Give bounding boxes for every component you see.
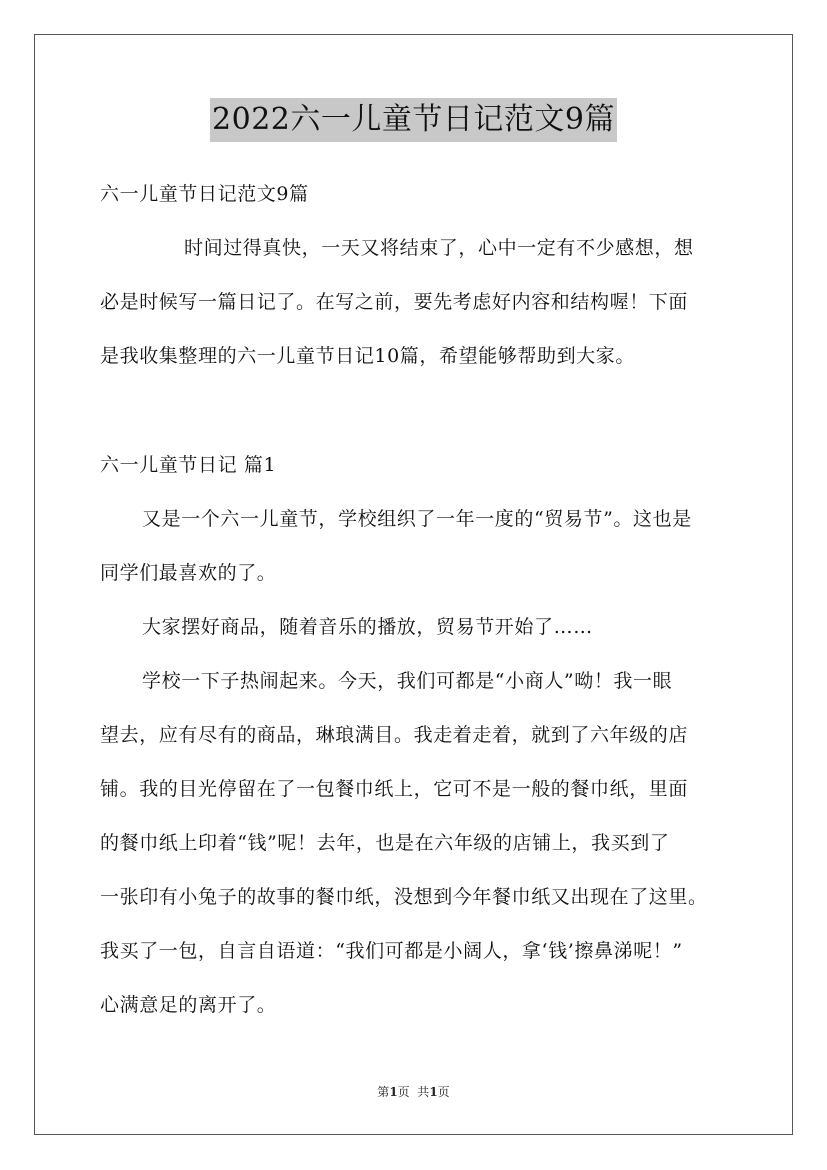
page-footer	[0, 1084, 827, 1100]
intro-line-1: 时间过得真快，一天又将结束了，心中一定有不少感想，想	[184, 237, 694, 259]
body-line-1: 又是一个六一儿童节，学校组织了一年一度的“贸易节”。这也是	[142, 508, 692, 530]
title-container	[0, 98, 827, 142]
body-line-6: 铺。我的目光停留在了一包餐巾纸上，它可不是一般的餐巾纸，里面	[100, 778, 689, 800]
subtitle: 六一儿童节日记范文9篇	[100, 183, 309, 205]
body-line-8: 一张印有小兔子的故事的餐巾纸，没想到今年餐巾纸又出现在了这里。	[100, 886, 708, 908]
body-line-2: 同学们最喜欢的了。	[100, 562, 277, 584]
footer-page-mid: 页 共	[397, 1085, 430, 1099]
intro-line-3: 是我收集整理的六一儿童节日记10篇，希望能够帮助到大家。	[100, 345, 635, 367]
body-line-9: 我买了一包，自言自语道：“我们可都是小阔人，拿‘钱’擦鼻涕呢！”	[100, 940, 683, 962]
footer-page-suffix: 页	[437, 1085, 450, 1099]
body-line-3: 大家摆好商品，随着音乐的播放，贸易节开始了……	[142, 616, 593, 638]
footer-page-total: 1	[429, 1085, 438, 1099]
footer-page-prefix: 第	[377, 1085, 390, 1099]
footer-page-number: 1	[389, 1085, 398, 1099]
body-line-5: 望去，应有尽有的商品，琳琅满目。我走着走着，就到了六年级的店	[100, 724, 689, 746]
section-heading: 六一儿童节日记 篇1	[100, 454, 277, 476]
body-line-10: 心满意足的离开了。	[100, 994, 277, 1016]
intro-line-2: 必是时候写一篇日记了。在写之前，要先考虑好内容和结构喔！下面	[100, 291, 689, 313]
document-title: 2022六一儿童节日记范文9篇	[210, 98, 617, 142]
body-line-7: 的餐巾纸上印着“钱”呢！去年，也是在六年级的店铺上，我买到了	[100, 832, 670, 854]
body-line-4: 学校一下子热闹起来。今天，我们可都是“小商人”呦！我一眼	[142, 670, 673, 692]
